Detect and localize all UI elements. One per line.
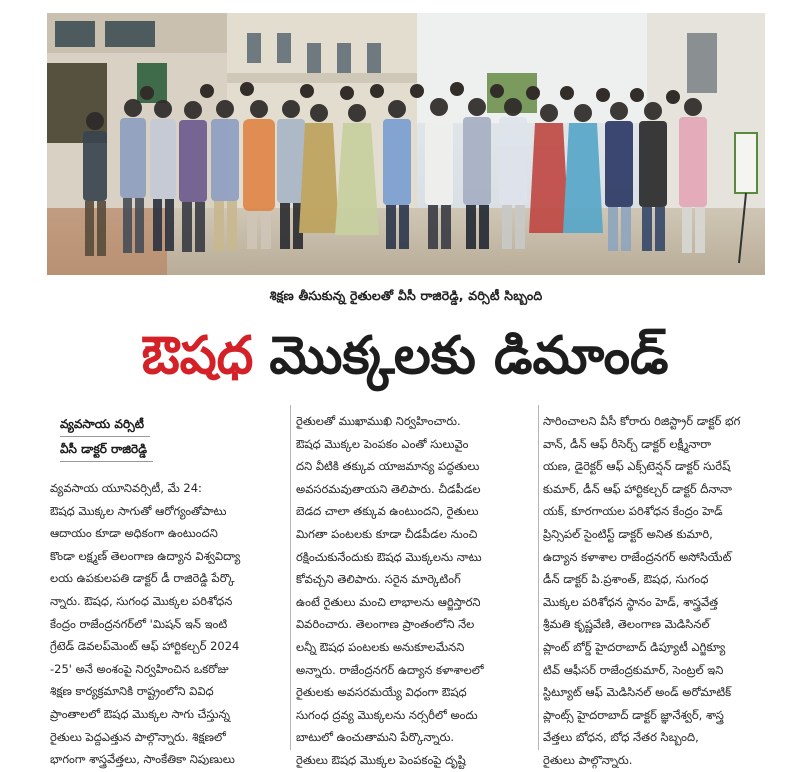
text-line: రైతులతో ముఖాముఖి నిర్వహించారు. bbox=[296, 414, 461, 428]
headline-highlight: ఔషధ bbox=[141, 326, 254, 386]
text-line: గ్రేటెడ్ డెవలప్‌మెంట్ ఆఫ్ హార్టికల్చర్ 2024 bbox=[50, 639, 240, 654]
text-line: ప్రిన్సిపల్ సైంటిస్ట్ డాక్టర్ అనిత కుమారి, bbox=[543, 526, 713, 541]
text-line: డీన్ డాక్టర్ పి.ప్రశాంత్, ఔషధ, సుగంధ bbox=[543, 572, 709, 587]
text-line: రక్షించుకునేందుకు ఔషధ మొక్కలను నాటు bbox=[296, 549, 482, 564]
text-line: శిక్షణ కార్యక్రమానికి రాష్ట్రంలోని వివిధ bbox=[50, 684, 214, 699]
byline bbox=[60, 412, 280, 462]
text-line: బాటులో ఉంచుతామని పేర్కొన్నారు. bbox=[296, 730, 455, 745]
text-line: రైతులకు అవసరమయ్యే విధంగా ఔషధ bbox=[296, 685, 467, 700]
text-line: వ్యవసాయ యూనివర్సిటీ, మే 24: bbox=[50, 481, 202, 495]
text-line: టివ్ ఆఫీసర్ రాజేంద్రకుమార్, సెంట్రల్ ఇని bbox=[543, 662, 724, 677]
text-line: యక్, కూరగాయల పరిశోధన కేంద్రం హెడ్ bbox=[543, 504, 723, 519]
text-line: ప్రాంతాలలో ఔషధ మొక్కల సాగు చేస్తున్న bbox=[50, 706, 230, 721]
text-line: ఉద్యాన కళాశాల రాజేంద్రనగర్ అసోసియేట్ bbox=[543, 549, 732, 564]
headline bbox=[40, 320, 770, 392]
text-line: భాగంగా శాస్త్రవేత్తలు, సాంకేతికా నిపుణులు bbox=[50, 752, 235, 767]
byline-line-1: వ్యవసాయ వర్సిటీ bbox=[60, 412, 150, 437]
text-line: ఔషధ మొక్కల సాగుతో ఆరోగ్యంతోపాటు bbox=[50, 503, 227, 518]
text-line: వివరించారు. తెలంగాణ ప్రాంతంలోని నేల bbox=[296, 617, 475, 632]
article-column-1 bbox=[50, 477, 286, 771]
byline-line-2: వీసీ డాక్టర్ రాజిరెడ్డి bbox=[60, 437, 153, 462]
text-line: స్టిట్యూట్ ఆఫ్ మెడిసినల్ అండ్ అరోమాటిక్ bbox=[543, 685, 732, 700]
text-line: సుగంధ ద్రవ్య మొక్కలను నర్సరీలో అందు bbox=[296, 707, 478, 722]
photo-caption: శిక్షణ తీసుకున్న రైతులతో వీసీ రాజిరెడ్డి, వర్సిటీ సిబ్బంది bbox=[269, 287, 543, 303]
text-line: వేత్తలు బోధన, బోధ నేతర సిబ్బంది, bbox=[543, 730, 699, 745]
article-column-3 bbox=[543, 410, 771, 772]
text-line: అవసరమవుతాయని తెలిపారు. చీడపీడల bbox=[296, 481, 481, 496]
text-line: ప్లాంట్ బోర్డ్ హైదరాబాద్ డిప్యూటీ ఎగ్జిక్యూ bbox=[543, 639, 726, 654]
text-line: కేంద్రం రాజేంద్రనగర్‌లో 'మిషన్ ఇన్ ఇంటి bbox=[50, 616, 228, 631]
headline-main: మొక్కలకు డిమాండ్ bbox=[269, 326, 669, 386]
text-line: న్నారు. ఔషధ, సుగంధ మొక్కల పరిశోధన bbox=[50, 593, 233, 608]
column-divider bbox=[290, 405, 291, 750]
text-line: వాన్, డీన్ ఆఫ్ రీసెర్చ్ డాక్టర్ లక్ష్మీనారా bbox=[543, 436, 712, 451]
text-line: లన్నీ ఔషధ పంటలకు అనుకూలమేనని bbox=[296, 639, 465, 654]
text-line: బెడద చాలా తక్కువ ఉంటుందని, రైతులు bbox=[296, 504, 479, 519]
text-line: కుమార్, డీన్ ఆఫ్ హార్టికల్చర్ డాక్టర్ దీనానా bbox=[543, 481, 732, 496]
article-column-2 bbox=[296, 410, 534, 772]
text-line: మొక్కల పరిశోధన స్థానం హెడ్, శాస్త్రవేత్త bbox=[543, 594, 719, 609]
text-line: ఆదాయం కూడా అధికంగా ఉంటుందని bbox=[50, 526, 218, 541]
text-line: మిగతా పంటలకు కూడా చీడపీడల నుంచి bbox=[296, 526, 478, 541]
text-line: రైతులు పెద్దఎత్తున పాల్గొన్నారు. శిక్షణలో bbox=[50, 729, 226, 744]
text-line: ప్లాంట్స్ హైదరాబాద్ డాక్టర్ జ్ఞానేశ్వర్, శాస్త్ర bbox=[543, 707, 724, 722]
text-line: కోవచ్చని తెలిపారు. సరైన మార్కెటింగ్ bbox=[296, 572, 461, 587]
text-line: శ్రీమతి కృష్ణవేణి, తెలంగాణ మెడిసినల్ bbox=[543, 617, 710, 632]
news-photo bbox=[47, 13, 765, 275]
text-line: సారించాలని వీసీ కోరారు రిజిస్ట్రార్ డాక్టర్ భగ bbox=[543, 414, 741, 428]
column-divider bbox=[538, 405, 539, 750]
text-line: రైతులు పాల్గొన్నారు. bbox=[543, 752, 633, 767]
text-line: లయ ఉపకులపతి డాక్టర్ డీ రాజిరెడ్డి పేర్కొ bbox=[50, 571, 235, 586]
text-line: ఔషధ మొక్కల పెంపకం ఎంతో సులువైం bbox=[296, 436, 469, 451]
text-line: అన్నారు. రాజేంద్రనగర్ ఉద్యాన కళాశాలలో bbox=[296, 662, 484, 677]
group-photo-illustration bbox=[47, 13, 765, 275]
text-line: యణ, డైరెక్టర్ ఆఫ్ ఎక్స్‌టెన్షన్ డాక్టర్ సురేష్ bbox=[543, 459, 731, 474]
text-line: ఉంటే రైతులు మంచి లాభాలను ఆర్జిస్తారని bbox=[296, 594, 481, 609]
text-line: దని వీటికి తక్కువ యాజమాన్య పద్ధతులు bbox=[296, 459, 480, 474]
text-line: రైతులు ఔషధ మొక్కల పెంపకంపై దృష్టి bbox=[296, 752, 466, 767]
text-line: కొండా లక్ష్మణ్ తెలంగాణ ఉద్యాన విశ్వవిద్యా bbox=[50, 548, 241, 563]
text-line: -25' అనే అంశంపై నిర్వహించిన ఒకరోజు bbox=[50, 661, 229, 676]
